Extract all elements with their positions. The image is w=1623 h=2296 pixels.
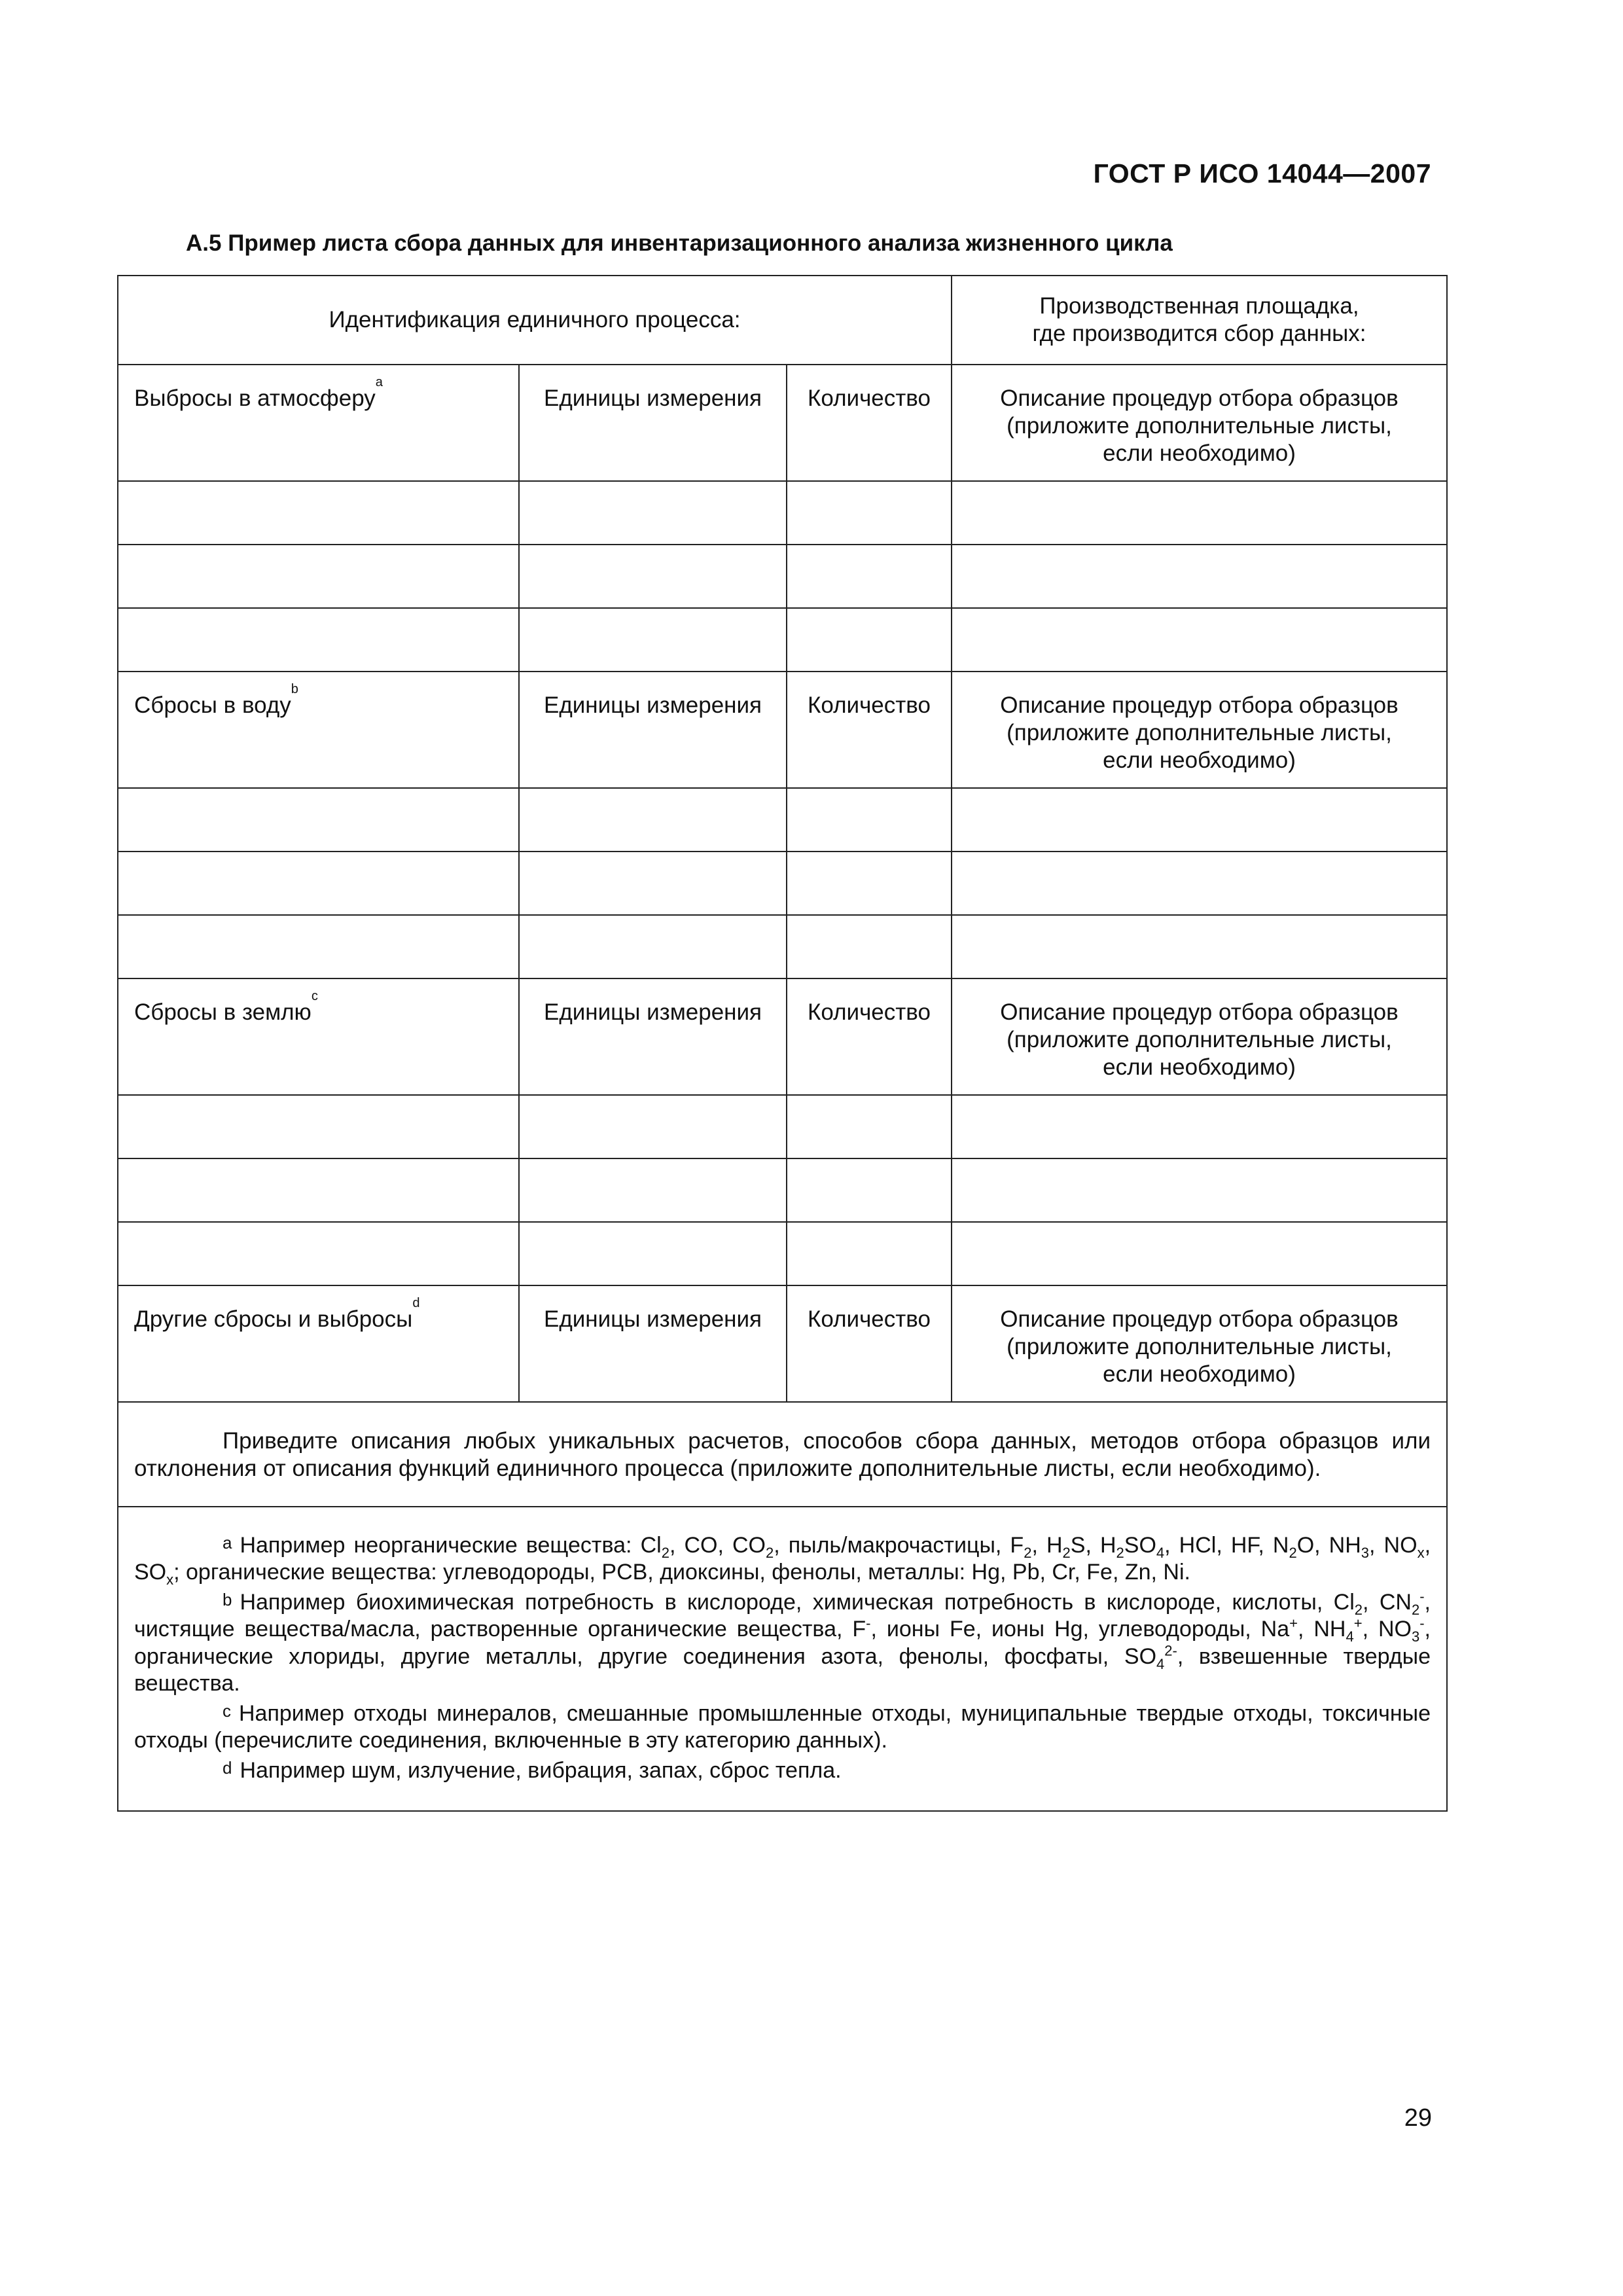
desc-line1: Описание процедур отбора образцов <box>1000 999 1399 1025</box>
category-header-row <box>118 672 1447 788</box>
blank-entry-row <box>118 915 1447 978</box>
instructions-text: Приведите описания любых уникальных расчетов, способов сбора данных, методов отбора образцов или отклонения от описания функций единичного процесса (приложите дополнительные листы, если необходимо). <box>134 1428 1431 1481</box>
blank-entry-row <box>118 1222 1447 1285</box>
site-field[interactable] <box>952 276 1447 365</box>
footnote-d-mark: d <box>223 1757 232 1778</box>
section-title: А.5 Пример листа сбора данных для инвентаризационного анализа жизненного цикла <box>186 230 1173 256</box>
category-label <box>118 365 519 481</box>
blank-entry-row <box>118 481 1447 545</box>
sampling-description-header <box>952 365 1447 481</box>
document-number: ГОСТ Р ИСО 14044—2007 <box>1093 158 1431 188</box>
footnote-b-mark: b <box>223 1589 232 1609</box>
desc-line3: если необходимо) <box>1103 747 1296 773</box>
desc-line2: (приложите дополнительные листы, <box>1007 1027 1392 1052</box>
footnote-d-text: Например шум, излучение, вибрация, запах, сброс тепла. <box>240 1757 842 1783</box>
footnote-c-text: Например отходы минералов, смешанные промышленные отходы, муниципальные твердые отходы, токсичные отходы (перечислите соединения, включенные в эту категорию данных). <box>134 1700 1431 1753</box>
page-number: 29 <box>1404 2104 1432 2132</box>
desc-line1: Описание процедур отбора образцов <box>1000 1306 1399 1332</box>
instructions-row <box>118 1402 1447 1507</box>
instructions-cell <box>118 1402 1447 1507</box>
category-header-row <box>118 1285 1447 1402</box>
quantity-cell[interactable] <box>787 481 952 545</box>
description-cell[interactable] <box>952 915 1447 978</box>
footnotes-row <box>118 1507 1447 1811</box>
blank-entry-row <box>118 852 1447 915</box>
substance-cell[interactable] <box>118 608 519 672</box>
quantity-cell[interactable] <box>787 1095 952 1158</box>
footnotes-cell <box>118 1507 1447 1811</box>
desc-line2: (приложите дополнительные листы, <box>1007 720 1392 745</box>
category-name: Сбросы в землю <box>134 999 312 1025</box>
units-cell[interactable] <box>519 1095 787 1158</box>
process-header-row <box>118 276 1447 365</box>
substance-cell[interactable] <box>118 481 519 545</box>
data-collection-sheet <box>117 275 1448 1812</box>
substance-cell[interactable] <box>118 1222 519 1285</box>
category-name: Сбросы в воду <box>134 692 291 718</box>
units-cell[interactable] <box>519 545 787 608</box>
quantity-cell[interactable] <box>787 852 952 915</box>
category-label <box>118 672 519 788</box>
desc-line3: если необходимо) <box>1103 1361 1296 1387</box>
units-cell[interactable] <box>519 852 787 915</box>
desc-line2: (приложите дополнительные листы, <box>1007 413 1392 439</box>
category-header-row <box>118 365 1447 481</box>
substance-cell[interactable] <box>118 545 519 608</box>
substance-cell[interactable] <box>118 852 519 915</box>
category-label <box>118 1285 519 1402</box>
description-cell[interactable] <box>952 545 1447 608</box>
footnote-mark: d <box>412 1296 420 1310</box>
blank-entry-row <box>118 788 1447 852</box>
sampling-description-header <box>952 978 1447 1095</box>
units-header: Единицы измерения <box>519 978 787 1095</box>
description-cell[interactable] <box>952 608 1447 672</box>
units-cell[interactable] <box>519 608 787 672</box>
description-cell[interactable] <box>952 481 1447 545</box>
blank-entry-row <box>118 545 1447 608</box>
desc-line1: Описание процедур отбора образцов <box>1000 386 1399 411</box>
description-cell[interactable] <box>952 1222 1447 1285</box>
sampling-description-header <box>952 1285 1447 1402</box>
footnote-a-mark: a <box>223 1533 232 1552</box>
description-cell[interactable] <box>952 788 1447 852</box>
process-id-label: Идентификация единичного процесса: <box>329 307 741 332</box>
category-name: Выбросы в атмосферу <box>134 386 376 411</box>
blank-entry-row <box>118 1095 1447 1158</box>
footnote-b: b Например биохимическая потребность в кислороде, химическая потребность в кислороде, кислоты, $Cl_2$, $CN_2^-$, чистящие вещества/масла, растворенные органические вещества, F-, ионы Fe, ионы Hg, углеводороды, Na+, $NH_4^+$, $NO_3^-$, органические хлориды, другие металлы, другие соединения азота, фенолы, фосфаты, $SO_4^{2-}$, взвешенные твердые вещества. <box>134 1588 1431 1696</box>
desc-line1: Описание процедур отбора образцов <box>1000 692 1399 718</box>
quantity-cell[interactable] <box>787 1222 952 1285</box>
units-cell[interactable] <box>519 788 787 852</box>
site-label-line1: Производственная площадка, <box>1039 293 1359 319</box>
sampling-description-header <box>952 672 1447 788</box>
description-cell[interactable] <box>952 1158 1447 1222</box>
blank-entry-row <box>118 1158 1447 1222</box>
footnote-d <box>134 1757 1431 1784</box>
units-cell[interactable] <box>519 1158 787 1222</box>
quantity-header: Количество <box>787 1285 952 1402</box>
description-cell[interactable] <box>952 1095 1447 1158</box>
units-header: Единицы измерения <box>519 365 787 481</box>
substance-cell[interactable] <box>118 1158 519 1222</box>
footnote-a: a Например неорганические вещества: $Cl_2$, CO, $CO_2$, пыль/макрочастицы, $F_2$, $H_2S$, $H_2SO_4$, HCl, HF, $N_2O$, $NH_3$, $NO_x$, $SO_x$; органические вещества: углеводороды, PCB, диоксины, фенолы, металлы: Hg, Pb, Cr, Fe, Zn, Ni. <box>134 1533 1431 1588</box>
process-id-field[interactable] <box>118 276 952 365</box>
footnote-mark: a <box>375 375 383 389</box>
units-header: Единицы измерения <box>519 1285 787 1402</box>
footnote-c <box>134 1700 1431 1755</box>
quantity-cell[interactable] <box>787 608 952 672</box>
substance-cell[interactable] <box>118 788 519 852</box>
footnote-mark: b <box>291 682 298 696</box>
substance-cell[interactable] <box>118 1095 519 1158</box>
site-label-line2: где производится сбор данных: <box>1032 321 1366 346</box>
units-cell[interactable] <box>519 481 787 545</box>
footnote-mark: c <box>311 989 318 1003</box>
units-header: Единицы измерения <box>519 672 787 788</box>
category-name: Другие сбросы и выбросы <box>134 1306 413 1332</box>
quantity-header: Количество <box>787 672 952 788</box>
desc-line2: (приложите дополнительные листы, <box>1007 1334 1392 1359</box>
quantity-cell[interactable] <box>787 788 952 852</box>
quantity-cell[interactable] <box>787 545 952 608</box>
category-label <box>118 978 519 1095</box>
quantity-cell[interactable] <box>787 915 952 978</box>
description-cell[interactable] <box>952 852 1447 915</box>
quantity-cell[interactable] <box>787 1158 952 1222</box>
units-cell[interactable] <box>519 915 787 978</box>
blank-entry-row <box>118 608 1447 672</box>
footnote-c-mark: c <box>223 1700 231 1721</box>
substance-cell[interactable] <box>118 915 519 978</box>
desc-line3: если необходимо) <box>1103 1054 1296 1080</box>
quantity-header: Количество <box>787 365 952 481</box>
category-header-row <box>118 978 1447 1095</box>
desc-line3: если необходимо) <box>1103 440 1296 466</box>
units-cell[interactable] <box>519 1222 787 1285</box>
quantity-header: Количество <box>787 978 952 1095</box>
